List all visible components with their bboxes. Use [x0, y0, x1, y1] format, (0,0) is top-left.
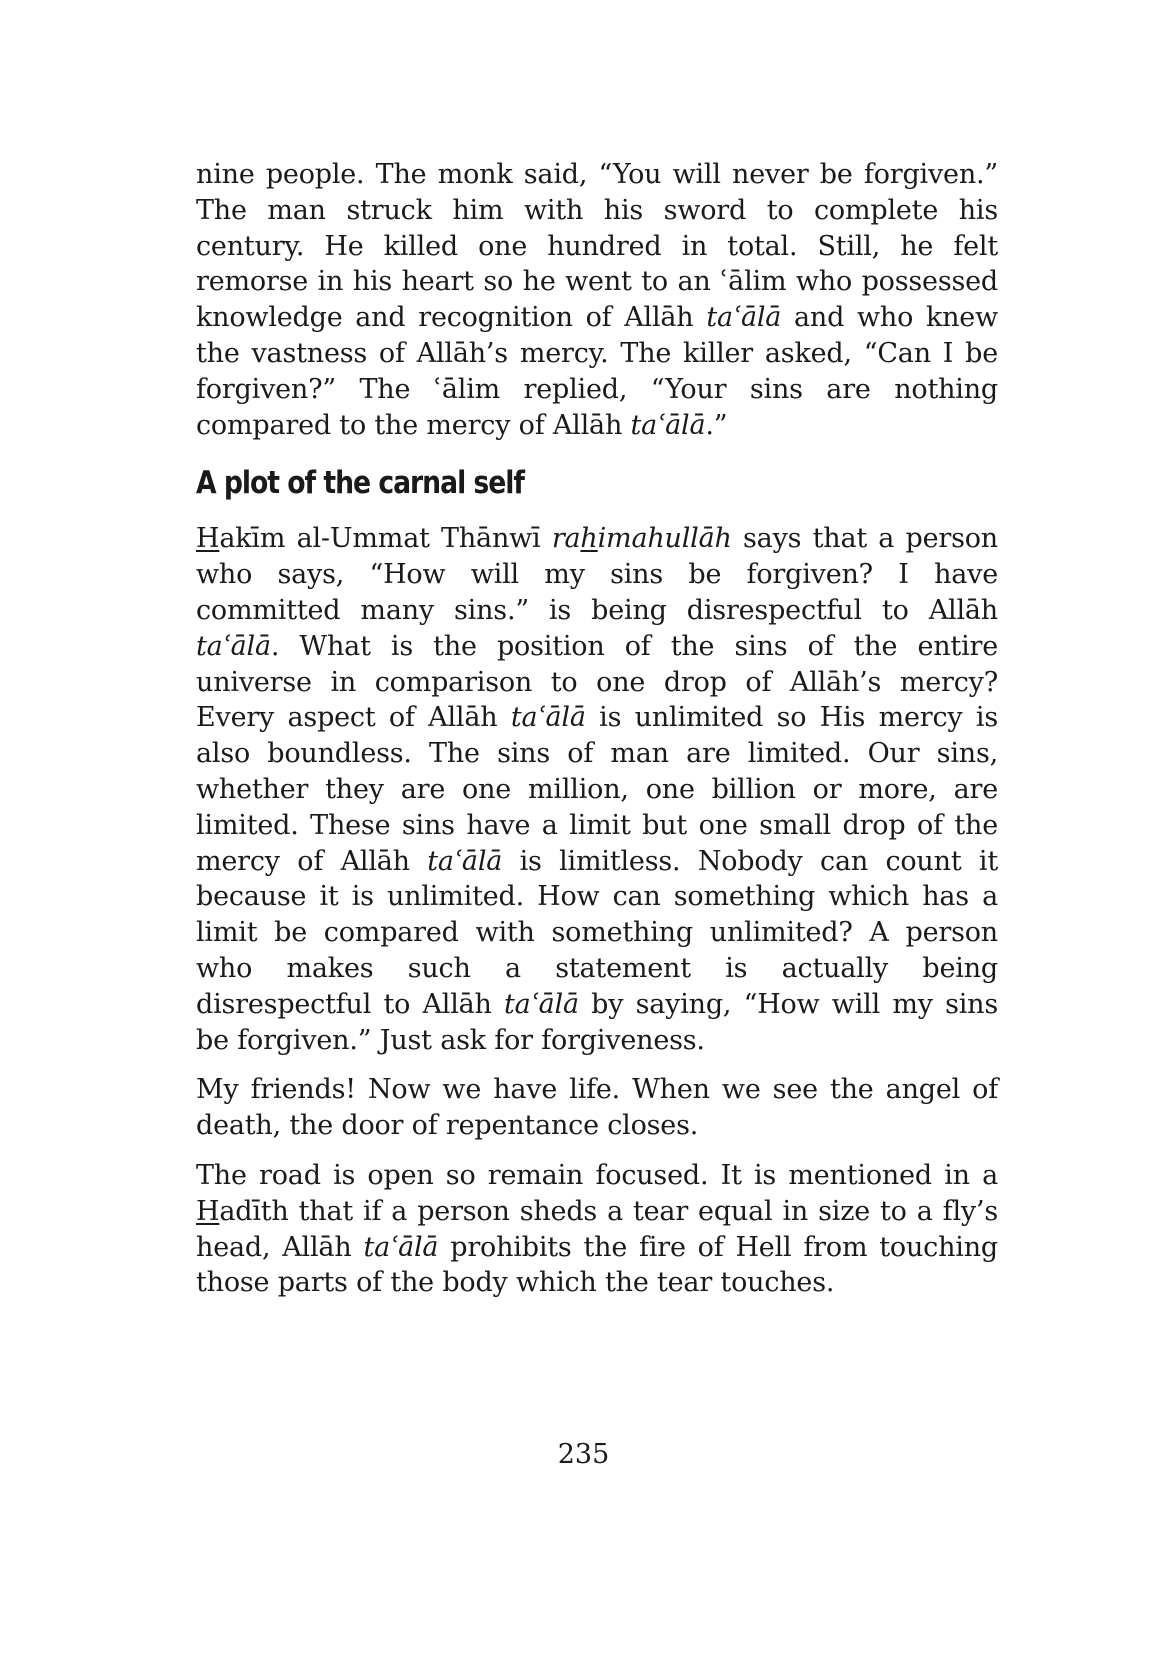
text-run: akīm al-Ummat Thānwī	[219, 523, 552, 555]
text-run: says that a person who says, “How will my sins be forgiven? I have committed many sins.” is being disrespectful to Allāh	[196, 523, 998, 626]
text-run: adīth that if a person sheds a tear equal in size to a fly’s head, Allāh	[196, 1195, 998, 1263]
underlined-letter: H	[196, 1195, 220, 1227]
italic-term	[552, 523, 732, 554]
text-run: .”	[705, 409, 728, 441]
text-run: ra	[551, 523, 581, 555]
text-run: is unlimited so His mercy is also boundless. The sins of man are limited. Our sins, whether they are one million, one billion or more, are limited. These sins have a limit but one small drop of the mercy of Allāh	[196, 702, 998, 877]
page-body	[196, 157, 998, 1301]
intro-paragraph	[196, 157, 998, 443]
text-run: prohibits the fire of Hell from touching those parts of the body which the tear touches.	[196, 1231, 998, 1299]
italic-term: taʿālā	[504, 988, 579, 1020]
page-number: 235	[557, 1439, 610, 1470]
text-run: imahullāh	[597, 523, 732, 555]
italic-term: taʿālā	[630, 409, 706, 441]
text-run: and who knew the vastness of Allāh’s mercy. The killer asked, “Can I be forgiven?” The ʿālim replied, “Your sins are nothing compared to the mercy of Allāh	[196, 302, 998, 441]
text-run: . What is the position of the sins of the entire universe in comparison to one drop of Allāh’s mercy? Every aspect of Allāh	[196, 630, 998, 734]
italic-term: taʿālā	[196, 630, 271, 662]
text-run: is limitless. Nobody can count it because it is unlimited. How can something which has a limit be compared with something unlimited? A person who makes such a statement is actually being disrespectful to Allāh	[196, 845, 998, 1020]
italic-term: taʿālā	[427, 845, 503, 877]
underlined-letter: H	[196, 523, 220, 555]
underlined-letter: h	[580, 523, 598, 555]
road-paragraph	[196, 1158, 998, 1301]
italic-term: taʿālā	[510, 702, 586, 734]
italic-term: taʿālā	[363, 1231, 439, 1263]
text-run: by saying, “How will my sins be forgiven.” Just ask for forgiveness.	[196, 988, 999, 1056]
text-run: The road is open so remain focused. It is mentioned in a	[196, 1159, 998, 1191]
friends-paragraph: My friends! Now we have life. When we see the angel of death, the door of repentance closes.	[196, 1074, 998, 1142]
main-paragraph	[196, 521, 998, 1058]
section-heading: A plot of the carnal self	[196, 465, 524, 502]
text-run: nine people. The monk said, “You will never be forgiven.” The man struck him with his sword to complete his century. He killed one hundred in total. Still, he felt remorse in his heart so he went to an ʿālim who possessed knowledge and recognition of Allāh	[196, 159, 998, 334]
italic-term: taʿālā	[706, 302, 782, 334]
